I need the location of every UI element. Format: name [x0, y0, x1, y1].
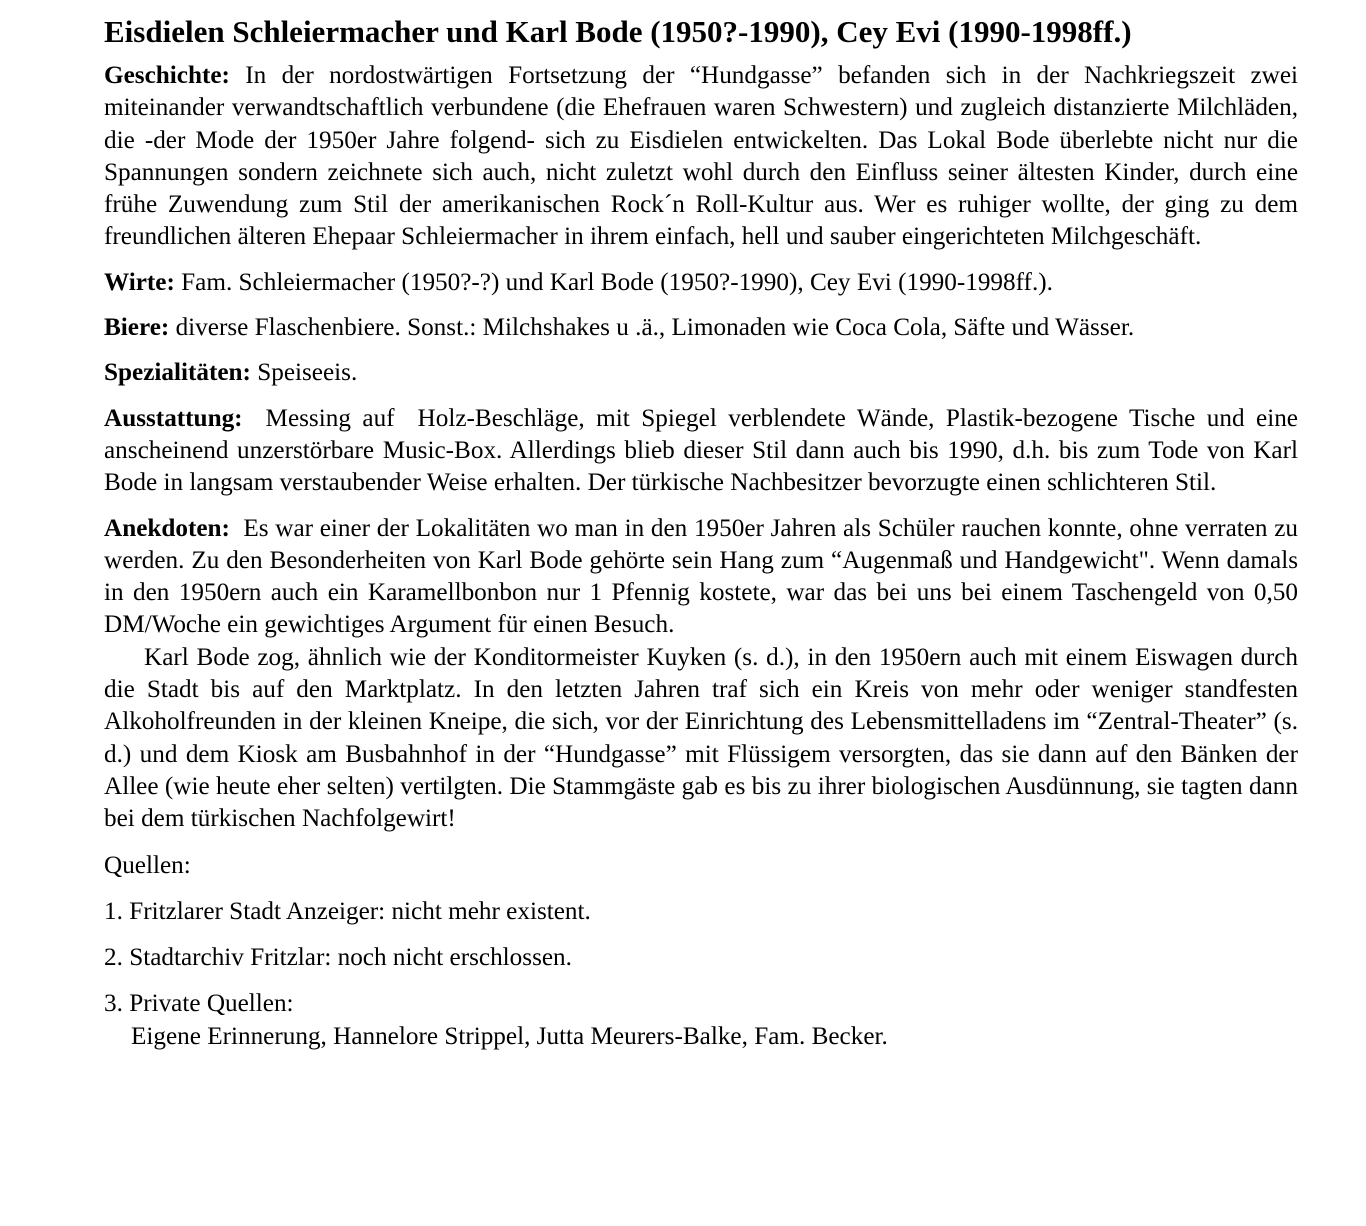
page-title: Eisdielen Schleiermacher und Karl Bode (1950?-1990), Cey Evi (1990-1998ff.)	[104, 14, 1132, 49]
ausstattung-label: Ausstattung:	[104, 404, 243, 432]
source-item: 2. Stadtarchiv Fritzlar: noch nicht erschlossen.	[104, 944, 572, 972]
document-page	[104, 12, 1305, 1053]
source-item: 3. Private Quellen:	[104, 990, 294, 1018]
section-anekdoten	[104, 513, 1305, 642]
wirte-text: Fam. Schleiermacher (1950?-?) und Karl Bode (1950?-1990), Cey Evi (1990-1998ff.).	[174, 268, 1053, 296]
sources-heading: Quellen:	[104, 851, 191, 879]
biere-label: Biere:	[104, 314, 170, 342]
anekdoten-label: Anekdoten:	[104, 514, 230, 542]
spezialitaeten-label: Spezialitäten:	[104, 359, 251, 387]
wirte-label: Wirte:	[104, 268, 175, 296]
anekdoten-text: Es war einer der Lokalitäten wo man in den 1950er Jahren als Schüler rauchen konnte, ohne verraten zu werden. Zu den Besonderheiten von Karl Bode gehörte sein Hang zum “Augenmaß und Handgewicht". Wenn damals in den 1950ern auch ein Karamellbonbon nur 1 Pfennig kostete, war das bei uns bei einem Taschengeld von 0,50 DM/Woche ein gewichtiges Argument für einen Besuch.	[104, 514, 1305, 639]
biere-text: diverse Flaschenbiere. Sonst.: Milchshakes u .ä., Limonaden wie Coca Cola, Säfte und Wässer.	[169, 314, 1135, 342]
source-item: 1. Fritzlarer Stadt Anzeiger: nicht mehr existent.	[104, 897, 591, 925]
source-private-detail: Eigene Erinnerung, Hannelore Strippel, Jutta Meurers-Balke, Fam. Becker.	[131, 1022, 888, 1050]
anekdoten-paragraph-2: Karl Bode zog, ähnlich wie der Konditormeister Kuyken (s. d.), in den 1950ern auch mit einem Eiswagen durch die Stadt bis auf den Marktplatz. In den letzten Jahren traf sich ein Kreis von mehr oder weniger standfesten Alkoholfreunden in der kleinen Kneipe, die sich, vor der Einrichtung des Lebensmittelladens im “Zentral-Theater” (s. d.) und dem Kiosk am Busbahnhof in der “Hundgasse” mit Flüssigem versorgten, das sie dann auf den Bänken der Allee (wie heute eher selten) vertilgten. Die Stammgäste gab es bis zu ihrer biologischen Ausdünnung, sie tagten dann bei dem türkischen Nachfolgewirt!	[104, 643, 1298, 833]
section-spezialitaeten	[104, 357, 1298, 389]
ausstattung-text: Messing auf Holz-Beschläge, mit Spiegel verblendete Wände, Plastik-bezogene Tische und eine anscheinend unzerstörbare Music-Box. Allerdings blieb dieser Stil dann auch bis 1990, d.h. bis zum Tode von Karl Bode in langsam verstaubender Weise erhalten. Der türkische Nachbesitzer bevorzugte einen schlichteren Stil.	[104, 404, 1305, 497]
geschichte-label: Geschichte:	[104, 62, 230, 89]
spezialitaeten-text: Speiseeis.	[250, 359, 358, 387]
geschichte-text: In der nordostwärtigen Fortsetzung der “Hundgasse” befanden sich in der Nachkriegszeit zwei miteinander verwandtschaftlich verbundene (die Ehefrauen waren Schwestern) und zugleich distanzierte Milchläden, die -der Mode der 1950er Jahre folgend- sich zu Eisdielen entwickelten. Das Lokal Bode überlebte nicht nur die Spannungen sondern zeichnete sich auch, nicht zuletzt wohl durch den Einfluss seiner ältesten Kinder, durch eine frühe Zuwendung zum Stil der amerikanischen Rock´n Roll-Kultur aus. Wer es ruhiger wollte, der ging zu dem freundlichen älteren Ehepaar Schleiermacher in ihrem einfach, hell und sauber eingerichteten Milchgeschäft.	[104, 62, 1298, 251]
section-biere	[104, 312, 1298, 344]
section-geschichte	[104, 60, 1298, 254]
section-wirte	[104, 267, 1298, 299]
section-ausstattung	[104, 403, 1305, 500]
